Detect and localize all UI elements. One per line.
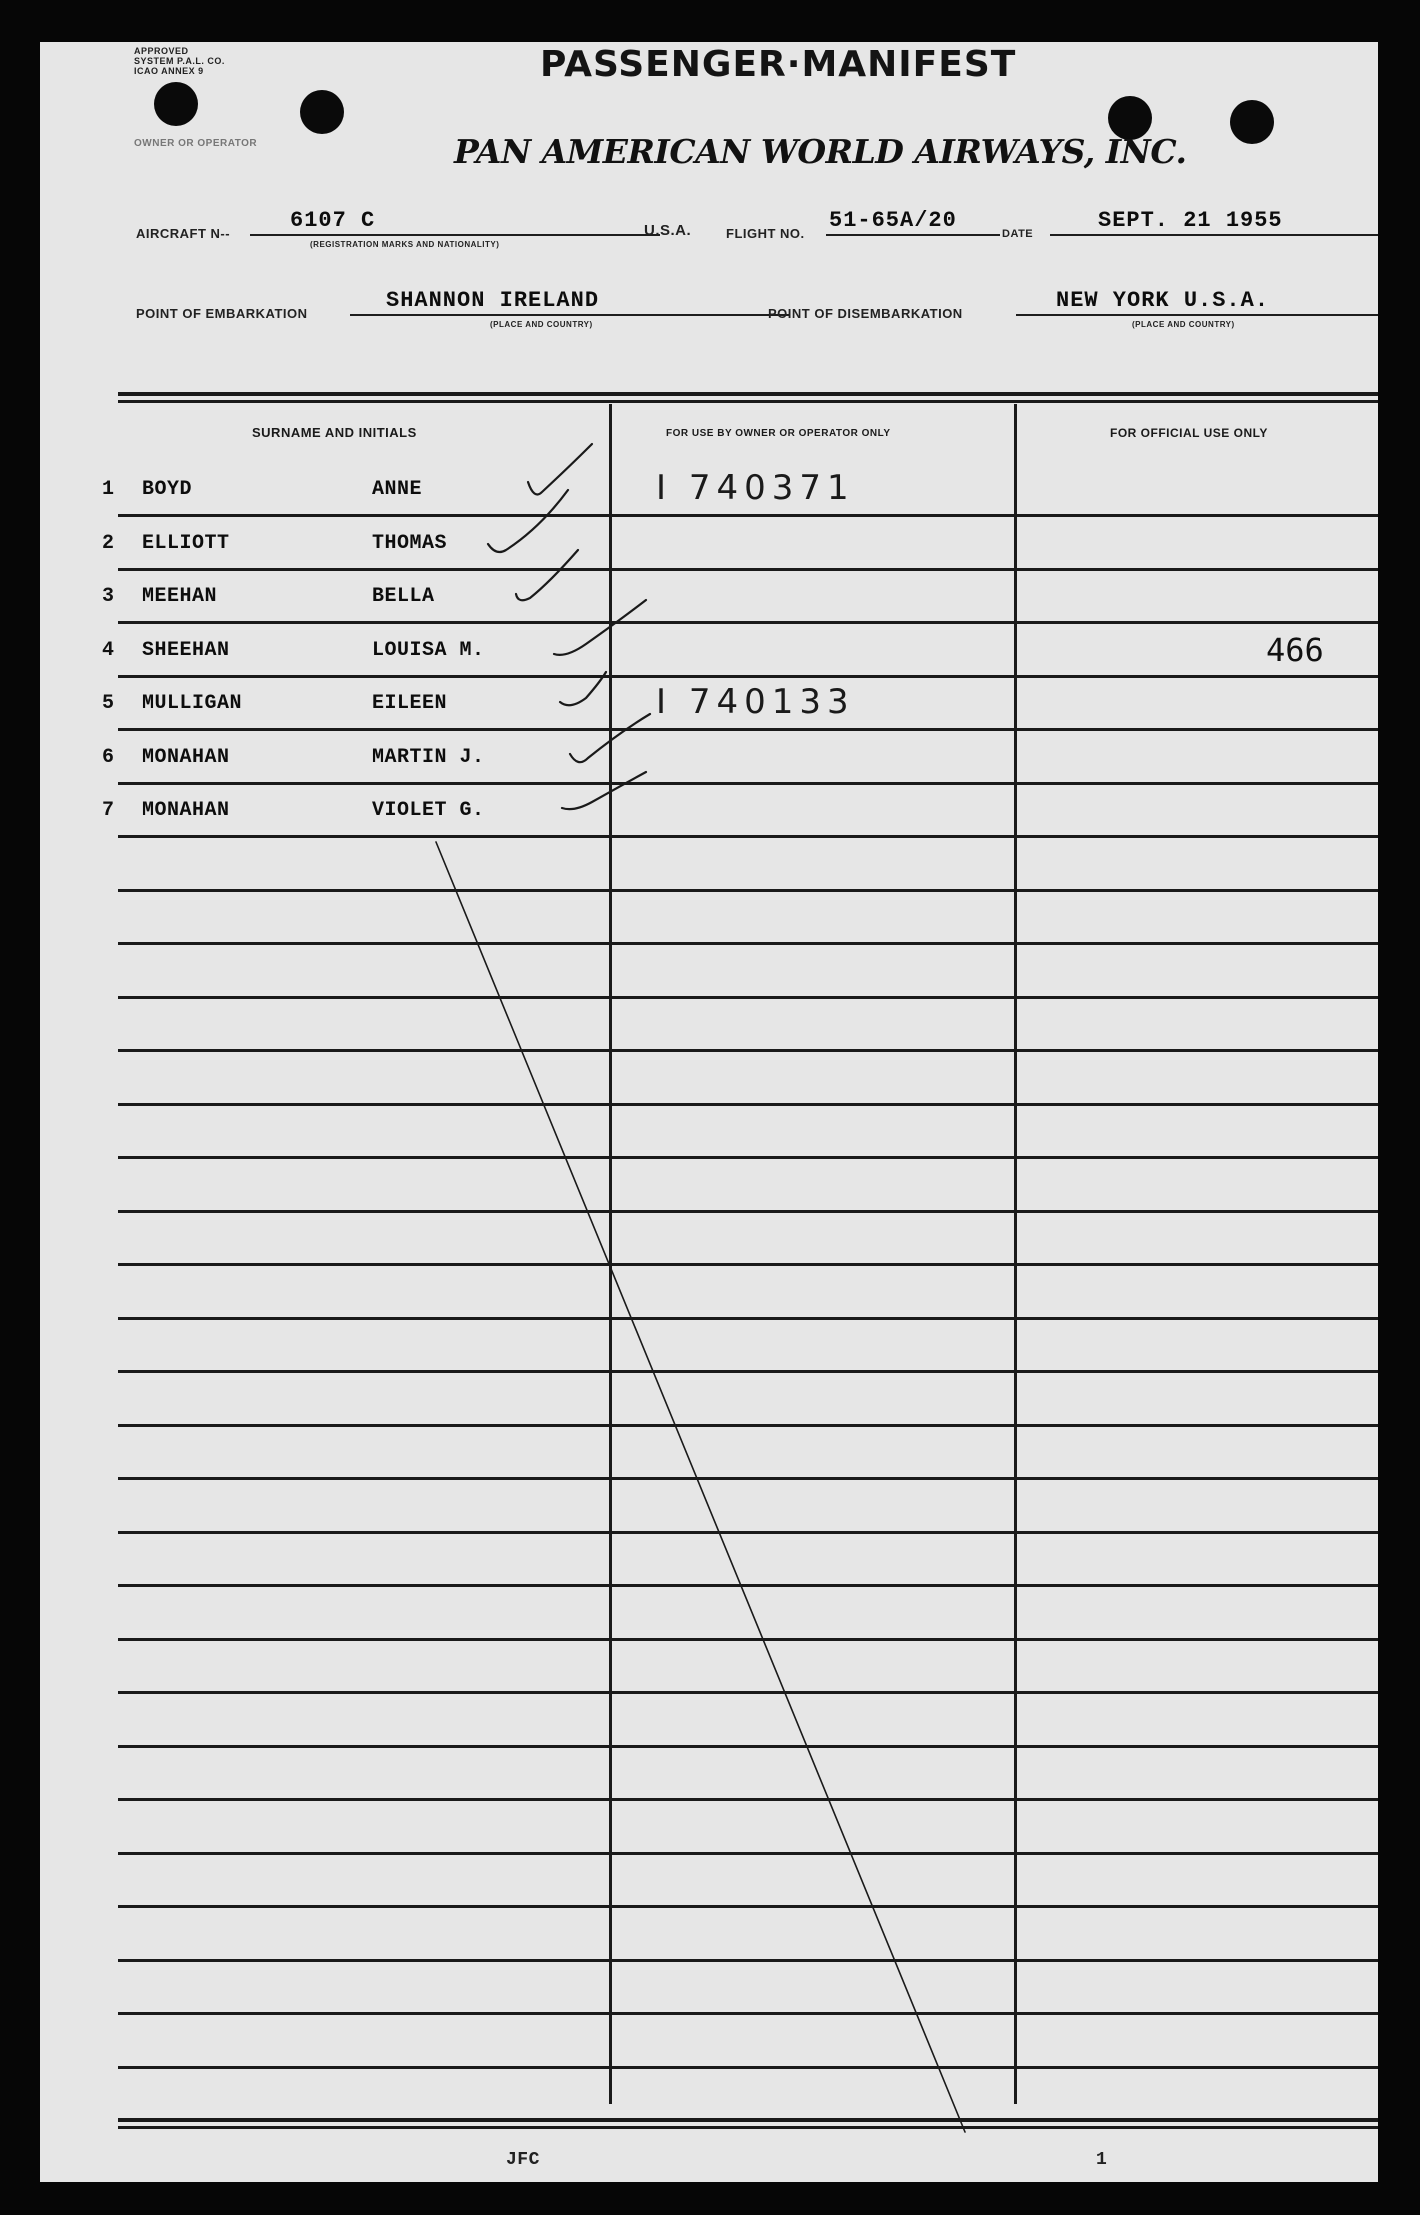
- date-label: DATE: [1002, 228, 1034, 240]
- strike-through-line: [436, 842, 965, 2132]
- embarkation-point: SHANNON IRELAND: [386, 288, 600, 313]
- passenger-surname: BOYD: [142, 478, 193, 501]
- passenger-surname: MONAHAN: [142, 745, 230, 769]
- row-number: 6: [102, 745, 115, 769]
- passenger-given-name: BELLA: [372, 585, 435, 608]
- passenger-surname: MEEHAN: [142, 585, 218, 608]
- usa-label: U.S.A.: [644, 222, 692, 239]
- passenger-surname: MONAHAN: [142, 799, 230, 822]
- handwritten-ticket-number: I 740371: [656, 468, 855, 508]
- disembarkation-sublabel: (PLACE AND COUNTRY): [1132, 320, 1235, 329]
- column-header-official: FOR OFFICIAL USE ONLY: [1110, 426, 1268, 440]
- column-header-names: SURNAME AND INITIALS: [252, 425, 417, 440]
- passenger-surname: MULLIGAN: [142, 692, 243, 715]
- check-mark-3: [516, 550, 578, 600]
- passenger-surname: ELLIOTT: [142, 531, 230, 555]
- passenger-given-name: LOUISA M.: [372, 638, 485, 662]
- approval-stamp: APPROVED SYSTEM P.A.L. CO. ICAO ANNEX 9: [134, 46, 225, 76]
- flight-number: 51-65A/20: [829, 208, 957, 233]
- page-title: PASSENGER·MANIFEST: [540, 44, 1017, 85]
- passenger-given-name: VIOLET G.: [372, 799, 485, 822]
- disembarkation-label: POINT OF DISEMBARKATION: [768, 306, 963, 321]
- disembarkation-point: NEW YORK U.S.A.: [1056, 288, 1270, 313]
- row-number: 3: [102, 585, 115, 608]
- operator-name: PAN AMERICAN WORLD AIRWAYS, INC.: [454, 132, 1187, 171]
- official-note: 466: [1266, 630, 1324, 669]
- row-number: 4: [102, 638, 115, 662]
- passenger-given-name: MARTIN J.: [372, 745, 485, 769]
- ink-marks: [40, 42, 1378, 2182]
- passenger-surname: SHEEHAN: [142, 638, 230, 662]
- check-mark-7: [562, 772, 646, 809]
- flight-date: SEPT. 21 1955: [1098, 208, 1283, 233]
- embarkation-sublabel: (PLACE AND COUNTRY): [490, 320, 593, 329]
- row-number: 2: [102, 531, 115, 555]
- column-header-operator: FOR USE BY OWNER OR OPERATOR ONLY: [666, 428, 891, 439]
- handwritten-ticket-number: I 740133: [656, 682, 855, 722]
- aircraft-sublabel: (REGISTRATION MARKS AND NATIONALITY): [310, 240, 500, 249]
- check-mark-6: [570, 714, 650, 762]
- clerk-initials: JFC: [506, 2150, 540, 2170]
- check-mark-1: [528, 444, 592, 494]
- aircraft-registration: 6107 C: [290, 208, 376, 233]
- check-mark-5: [560, 672, 606, 705]
- flight-label: FLIGHT NO.: [726, 226, 805, 241]
- page-number: 1: [1096, 2150, 1108, 2170]
- passenger-given-name: ANNE: [372, 478, 423, 501]
- check-mark-2: [488, 490, 568, 552]
- embarkation-label: POINT OF EMBARKATION: [136, 306, 308, 321]
- owner-label: OWNER OR OPERATOR: [134, 138, 258, 149]
- passenger-given-name: THOMAS: [372, 531, 448, 555]
- passenger-given-name: EILEEN: [372, 692, 448, 715]
- check-mark-4: [554, 600, 646, 655]
- row-number: 7: [102, 799, 115, 822]
- row-number: 1: [102, 478, 115, 501]
- row-number: 5: [102, 692, 115, 715]
- aircraft-label: AIRCRAFT N--: [136, 226, 231, 241]
- manifest-sheet: [40, 42, 1378, 2182]
